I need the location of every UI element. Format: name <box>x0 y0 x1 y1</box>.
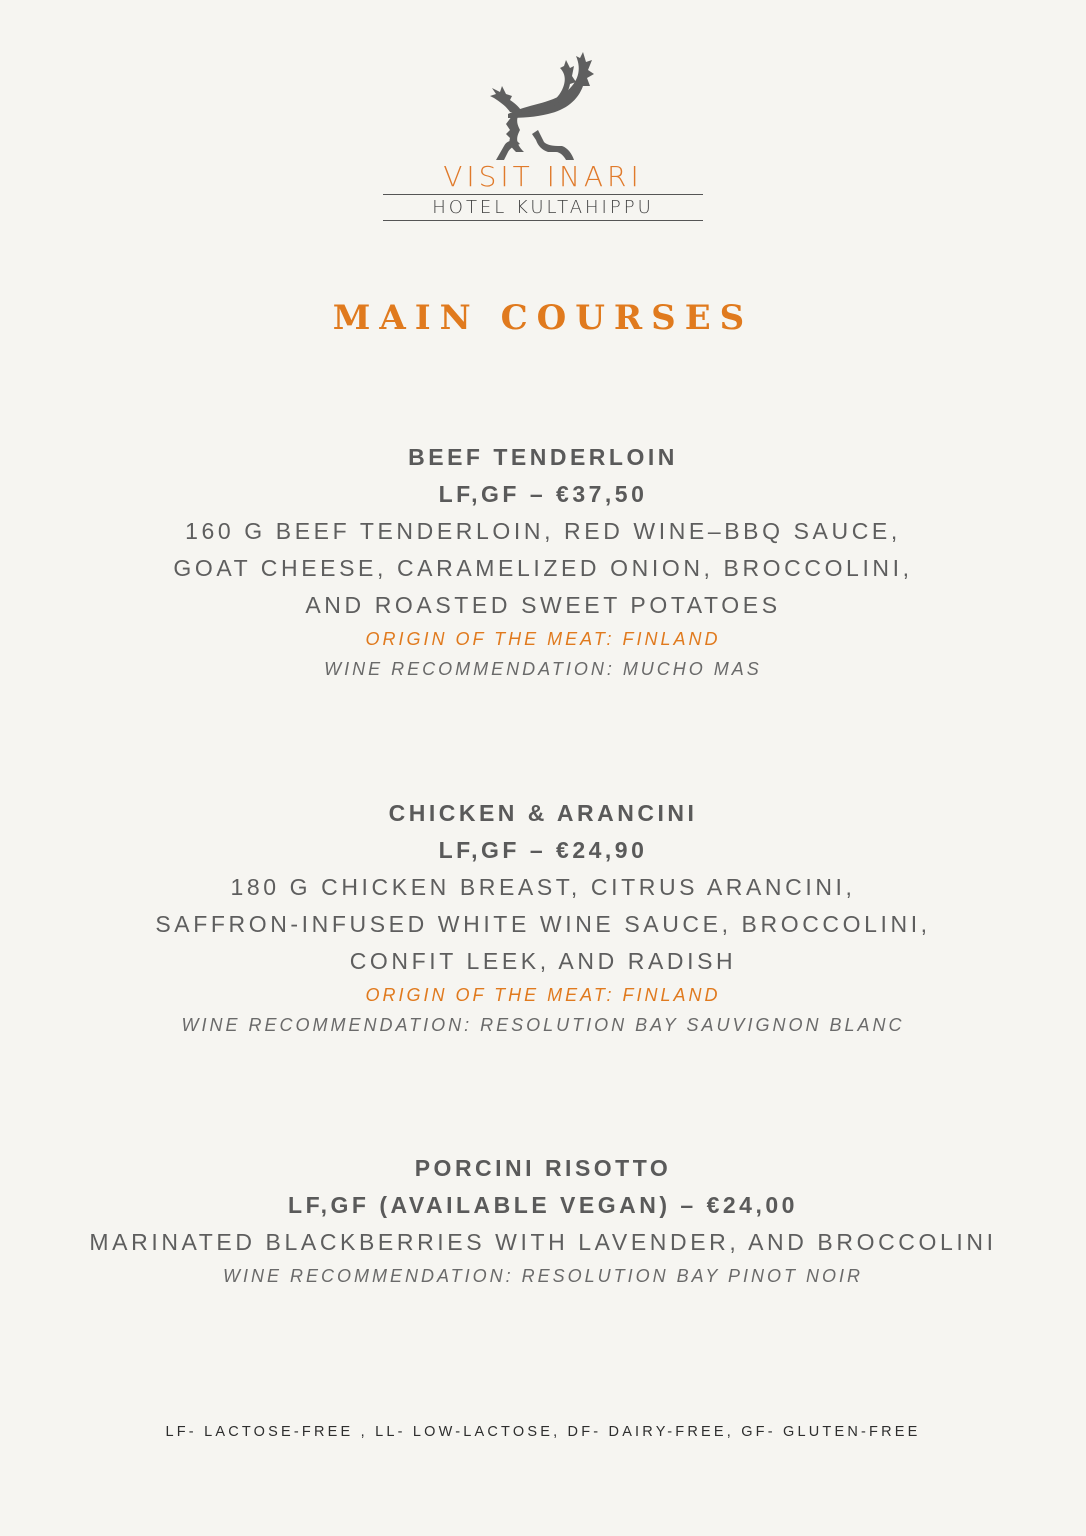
menu-item-beef-tenderloin <box>0 439 1086 684</box>
page-title: MAIN COURSES <box>332 298 754 338</box>
wine-recommendation: WINE RECOMMENDATION: RESOLUTION BAY PINOT NOIR <box>222 1266 864 1286</box>
dish-description-line: CONFIT LEEK, AND RADISH <box>349 948 737 974</box>
dietary-legend: LF- LACTOSE-FREE , LL- LOW-LACTOSE, DF- DAIRY-FREE, GF- GLUTEN-FREE <box>165 1424 921 1440</box>
dish-price: LF,GF – €37,50 <box>438 481 648 507</box>
dish-description-line: AND ROASTED SWEET POTATOES <box>305 592 781 618</box>
dish-name: CHICKEN & ARANCINI <box>388 800 698 826</box>
hotel-name: HOTEL KULTAHIPPU <box>432 197 654 218</box>
wine-recommendation: WINE RECOMMENDATION: RESOLUTION BAY SAUVIGNON BLANC <box>181 1015 905 1035</box>
menu-item-porcini-risotto <box>0 1150 1086 1291</box>
dish-name: BEEF TENDERLOIN <box>408 444 678 470</box>
dish-description-line: MARINATED BLACKBERRIES WITH LAVENDER, AND BROCCOLINI <box>89 1229 997 1255</box>
dish-name: PORCINI RISOTTO <box>414 1155 672 1181</box>
dish-description-line: 160 G BEEF TENDERLOIN, RED WINE–BBQ SAUCE, <box>185 518 901 544</box>
dish-description-line: 180 G CHICKEN BREAST, CITRUS ARANCINI, <box>230 874 856 900</box>
brand-name: VISIT INARI <box>443 160 643 193</box>
dish-description-line: SAFFRON-INFUSED WHITE WINE SAUCE, BROCCOLINI, <box>155 911 931 937</box>
hotel-logo <box>0 52 1086 221</box>
dish-description-line: GOAT CHEESE, CARAMELIZED ONION, BROCCOLINI, <box>173 555 913 581</box>
dish-price: LF,GF – €24,90 <box>438 837 648 863</box>
meat-origin: ORIGIN OF THE MEAT: FINLAND <box>365 985 721 1005</box>
dish-price: LF,GF (AVAILABLE VEGAN) – €24,00 <box>288 1192 798 1218</box>
meat-origin: ORIGIN OF THE MEAT: FINLAND <box>365 629 721 649</box>
hotel-name-block <box>383 194 703 221</box>
menu-item-chicken-arancini <box>0 795 1086 1040</box>
reindeer-face-icon <box>488 52 598 160</box>
wine-recommendation: WINE RECOMMENDATION: MUCHO MAS <box>324 659 762 679</box>
